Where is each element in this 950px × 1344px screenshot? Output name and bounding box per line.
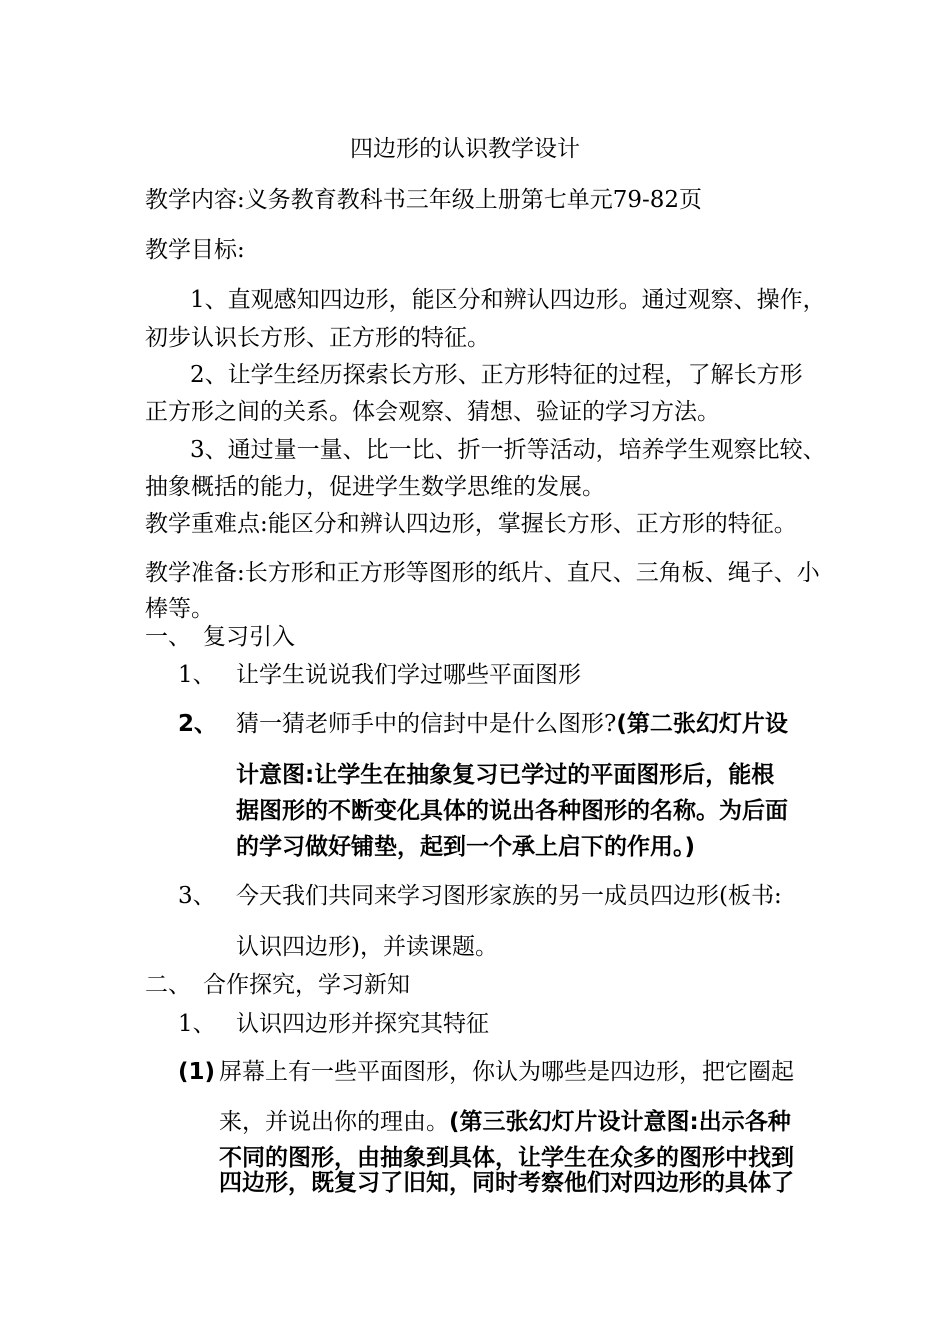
item-2-note-line-3: 据图形的不断变化具体的说出各种图形的名称。为后面 (236, 798, 788, 824)
goal-3-line-1: 3、通过量一量、比一比、折一折等活动，培养学生观察比较、 (190, 437, 826, 463)
subsection-1-number: 1、 (178, 1011, 216, 1037)
item-1-number: 1、 (178, 662, 216, 688)
item-2-note-line-4: 的学习做好铺垫，起到一个承上启下的作用。) (236, 834, 696, 860)
preparation-line-1: 教学准备:长方形和正方形等图形的纸片、直尺、三角板、绳子、小 (145, 560, 820, 586)
goal-1-line-2: 初步认识长方形、正方形的特征。 (145, 325, 490, 351)
item-3-line-2: 认识四边形)，并读课题。 (236, 934, 498, 960)
goals-label: 教学目标: (145, 237, 245, 263)
item-2-line-1 (236, 709, 788, 739)
key-points: 教学重难点:能区分和辨认四边形，掌握长方形、正方形的特征。 (145, 511, 797, 537)
section-1-number: 一、 (145, 624, 191, 650)
point-1-line-1: 屏幕上有一些平面图形，你认为哪些是四边形，把它圈起 (219, 1059, 794, 1085)
item-3-number: 3、 (178, 883, 216, 909)
goal-1-line-1: 1、直观感知四边形，能区分和辨认四边形。通过观察、操作， (190, 287, 826, 313)
point-1-number: (1) (178, 1059, 216, 1085)
goal-3-line-2: 抽象概括的能力，促进学生数学思维的发展。 (145, 474, 605, 500)
document-title: 四边形的认识教学设计 (350, 136, 580, 162)
item-3-line-1: 今天我们共同来学习图形家族的另一成员四边形(板书: (236, 883, 782, 909)
point-1-line-2 (219, 1107, 791, 1137)
point-1-note-start: (第三张幻灯片设计意图:出示各种 (449, 1109, 791, 1135)
item-2-note-start: (第二张幻灯片设 (616, 711, 788, 737)
point-1-note-line-3: 四边形，既复习了旧知，同时考察他们对四边形的具体了 (219, 1170, 794, 1196)
goal-2-line-2: 正方形之间的关系。体会观察、猜想、验证的学习方法。 (145, 399, 720, 425)
goal-2-line-1: 2、让学生经历探索长方形、正方形特征的过程，了解长方形 (190, 362, 803, 388)
preparation-line-2: 棒等。 (145, 596, 214, 622)
item-2-number: 2、 (178, 711, 218, 737)
section-2-number: 二、 (145, 972, 191, 998)
item-1-text: 让学生说说我们学过哪些平面图形 (236, 662, 581, 688)
teaching-content: 教学内容:义务教育教科书三年级上册第七单元79-82页 (145, 187, 703, 213)
subsection-1-text: 认识四边形并探究其特征 (236, 1011, 489, 1037)
item-2-text: 猜一猜老师手中的信封中是什么图形? (236, 711, 617, 737)
section-1-title: 复习引入 (203, 624, 295, 650)
point-1-note-line-2: 不同的图形，由抽象到具体，让学生在众多的图形中找到 (219, 1145, 794, 1171)
item-2-note-line-2: 计意图:让学生在抽象复习已学过的平面图形后，能根 (236, 762, 775, 788)
point-1-text: 来，并说出你的理由。 (219, 1109, 449, 1135)
section-2-title: 合作探究，学习新知 (203, 972, 410, 998)
